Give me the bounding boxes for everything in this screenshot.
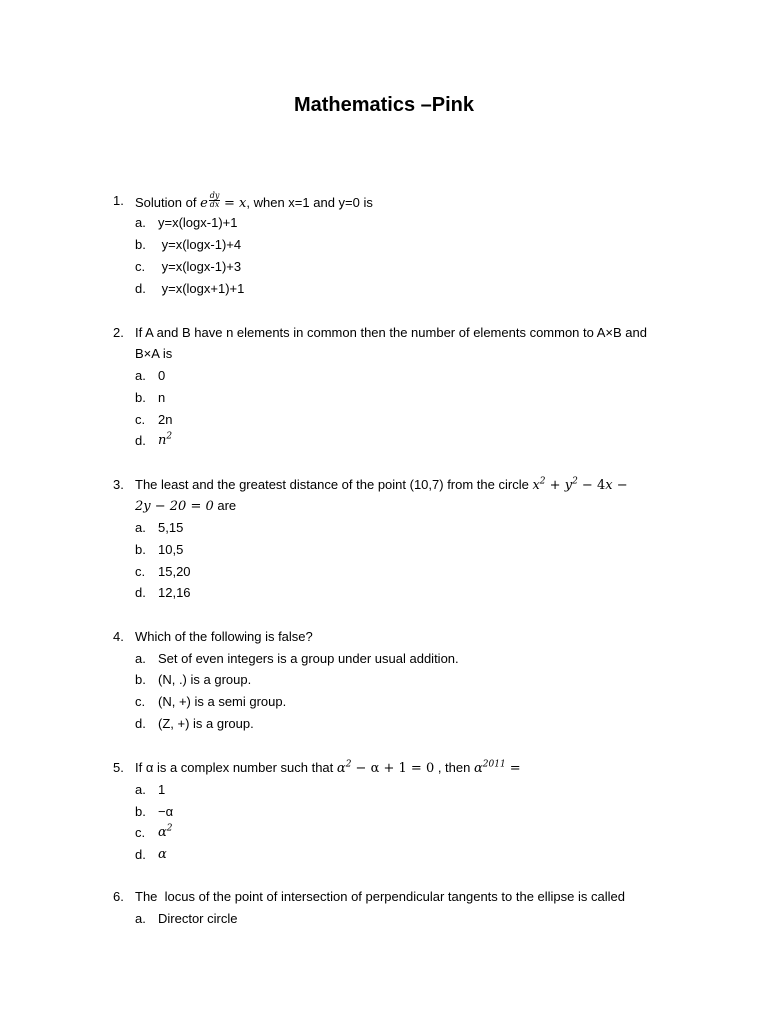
question-text: If A and B have n elements in common then the number of elements common to A×B and <box>135 325 647 340</box>
option-text: 2n <box>158 412 173 427</box>
math-superscript: 2 <box>166 431 173 442</box>
alpha-equation <box>337 761 434 776</box>
fraction <box>209 192 221 209</box>
question-number: 2. <box>113 325 124 340</box>
question-text-part: , when x=1 and y=0 is <box>246 195 373 210</box>
question-number: 5. <box>113 760 124 775</box>
option-letter: c. <box>135 259 146 274</box>
option-text: n <box>158 390 166 405</box>
question-text-continued <box>135 497 236 516</box>
fraction-numerator: dy <box>209 191 220 200</box>
math-operator: − α + 1 = 0 <box>351 761 435 776</box>
exponent-expression <box>200 191 220 211</box>
circle-equation-continued: 2y − 20 = 0 <box>135 499 214 514</box>
option-letter: b. <box>135 237 146 252</box>
option-letter: b. <box>135 672 146 687</box>
option-letter: a. <box>135 215 146 230</box>
option-letter: c. <box>135 825 146 840</box>
option-letter: b. <box>135 542 146 557</box>
math-superscript: 2 <box>572 476 578 487</box>
option-letter: c. <box>135 564 146 579</box>
option-letter: b. <box>135 390 146 405</box>
option-letter: c. <box>135 694 146 709</box>
math-superscript: 2011 <box>482 759 506 770</box>
question-text <box>135 192 373 213</box>
option-text: 10,5 <box>158 542 184 557</box>
option-text: 5,15 <box>158 520 184 535</box>
option-letter: b. <box>135 804 146 819</box>
option-letter: d. <box>135 847 146 862</box>
question-text-part: If α is a complex number such that <box>135 760 334 775</box>
option-text: y=x(logx-1)+4 <box>158 237 242 252</box>
math-var: x <box>605 478 613 493</box>
math-operator: − 4 <box>577 478 606 493</box>
option-letter: a. <box>135 782 146 797</box>
question-text-part: The least and the greatest distance of the point (10,7) from the circle <box>135 477 529 492</box>
math-var: α <box>336 761 346 776</box>
question-text: The locus of the point of intersection of perpendicular tangents to the ellipse is called <box>135 889 625 904</box>
math-expression: = x <box>224 196 247 211</box>
option-letter: d. <box>135 585 146 600</box>
option-text: Director circle <box>158 911 238 926</box>
question-text <box>135 759 521 778</box>
math-operator: = <box>505 761 521 776</box>
question-text-continued: B×A is <box>135 346 173 361</box>
option-text: y=x(logx+1)+1 <box>158 281 245 296</box>
option-letter: d. <box>135 281 146 296</box>
question-number: 6. <box>113 889 124 904</box>
page-title: Mathematics –Pink <box>293 94 475 116</box>
question-text-part: are <box>213 498 237 513</box>
math-var: α <box>473 761 483 776</box>
option-letter: a. <box>135 520 146 535</box>
option-letter: d. <box>135 716 146 731</box>
option-text: 1 <box>158 782 166 797</box>
option-letter: d. <box>135 433 146 448</box>
option-text: (N, .) is a group. <box>158 672 252 687</box>
math-operator: + <box>545 478 565 493</box>
option-text: (N, +) is a semi group. <box>158 694 287 709</box>
option-text: 0 <box>158 368 166 383</box>
option-math <box>158 432 172 450</box>
question-text <box>135 476 628 495</box>
question-number: 3. <box>113 477 124 492</box>
math-superscript: 2 <box>539 476 546 487</box>
option-text: Set of even integers is a group under usual addition. <box>158 651 459 666</box>
option-letter: a. <box>135 911 146 926</box>
option-letter: a. <box>135 368 146 383</box>
question-number: 4. <box>113 629 124 644</box>
question-text-part: , then <box>434 760 471 775</box>
math-var: x <box>532 478 540 493</box>
option-text: y=x(logx-1)+3 <box>158 259 242 274</box>
option-text: 12,16 <box>158 585 191 600</box>
option-text: 15,20 <box>158 564 191 579</box>
math-operator: − <box>612 478 628 493</box>
option-letter: c. <box>135 412 146 427</box>
option-math: α <box>158 847 167 862</box>
circle-equation <box>532 478 627 493</box>
option-text: (Z, +) is a group. <box>158 716 254 731</box>
math-superscript: 2 <box>166 823 173 834</box>
math-base: α <box>158 825 167 840</box>
math-var: y <box>564 478 573 493</box>
math-base: n <box>158 433 167 448</box>
math-superscript: 2 <box>345 759 352 770</box>
option-text: y=x(logx-1)+1 <box>158 215 238 230</box>
question-text: Which of the following is false? <box>135 629 313 644</box>
fraction-denominator: dx <box>209 200 220 209</box>
option-letter: a. <box>135 651 146 666</box>
question-text-part: Solution of <box>135 195 197 210</box>
alpha-power-expression <box>474 761 521 776</box>
option-math <box>158 824 173 842</box>
option-text: −α <box>158 804 174 819</box>
question-number: 1. <box>113 193 124 208</box>
math-base: e <box>200 196 208 211</box>
